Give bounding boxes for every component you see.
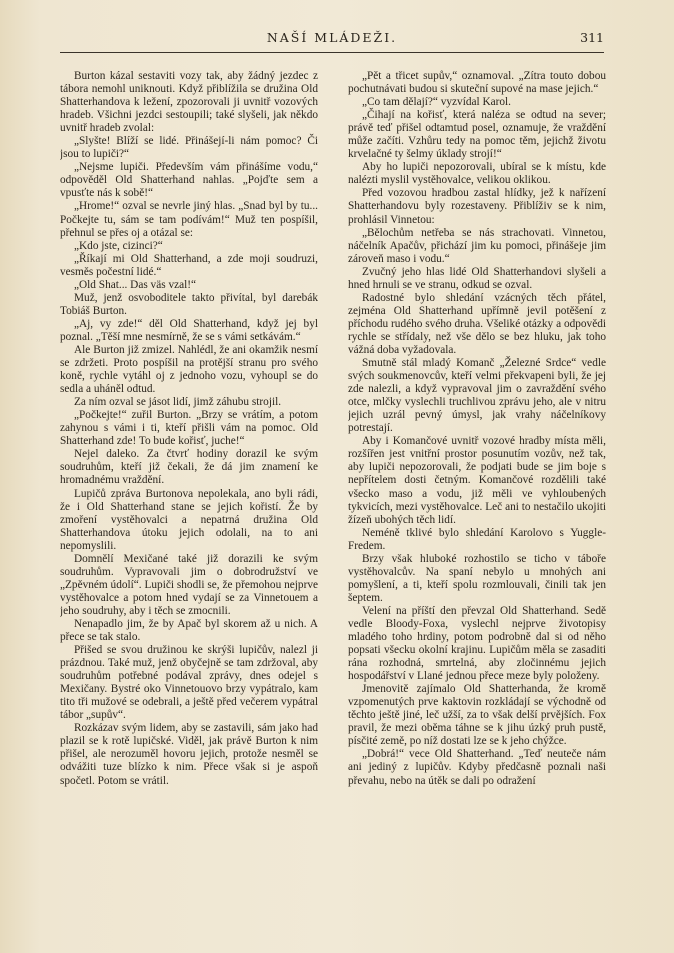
paragraph: Nenapadlo jim, že by Apač byl skorem až u nich. A přece se tak stalo. [60, 617, 318, 644]
paragraph: „Co tam dělají?“ vyzvídal Karol. [362, 96, 511, 109]
paragraph: Zvučný jeho hlas lidé Old Shatterhandovi slyšeli a hned hrnuli se ve stranu, odkud se ozval. [348, 265, 606, 291]
paragraph: Aby ho lupiči nepozorovali, ubíral se k místu, kde nalézti myslil vystěhovalce, velikou oklikou. [348, 161, 606, 187]
paragraph: Před vozovou hradbou zastal hlídky, jež k nařízení Shatterhandovu byly rozestaveny. Přiblíživ se k nim, prohlásil Vinnetou: [348, 187, 606, 226]
paragraph: „Old Shat... Das väs vzal!“ [74, 278, 197, 291]
paragraph: Neméně tklivé bylo shledání Karolovo s Yuggle-Fredem. [348, 526, 606, 552]
paragraph: Domnělí Mexičané také již dorazili ke svým soudruhům. Vypravovali jim o dobrodružství ve „Zpěvném údolí“. Lupiči shodli se, že přemohou nejprve vystěhovalce a potom hned vydají se za Vinnetouem a jeho soudruhy, aby i těch se zmocnili. [60, 552, 318, 617]
paragraph: Přišed se svou družinou ke skrýši lupičův, nalezl ji prázdnou. Také muž, jenž obyčejně se tam zdržoval, aby soudruhům potřebné podával zprávy, dnes odejel s Mexičany. Bystré oko Vinnetouovo brzy vypátralo, kam tito tři mužové se odebrali, a ještě před večerem vypátral tábor „supův“. [60, 644, 318, 722]
paragraph: Za ním ozval se jásot lidí, jimž záhubu strojil. [74, 396, 282, 409]
paragraph: Radostné bylo shledání vzácných těch přátel, zejména Old Shatterhand upřímně jevil potěšení z příchodu rudého svého druha. Všeliké otázky a odpovědi rychle se střídaly, než vše dělo se bez hluku, jak toho vážná doba vyžadovala. [348, 291, 606, 356]
paragraph: „Říkají mi Old Shatterhand, a zde moji soudruzi, vesměs počestní lidé.“ [60, 252, 318, 278]
running-title: NAŠÍ MLÁDEŽI. [266, 30, 398, 45]
paragraph: Lupičů zpráva Burtonova nepolekala, ano byli rádi, že i Old Shatterhand stane se jejich kořistí. Že by zmoření vystěhovalci a nepatrná družina Old Shatterhandova útoku jejich odolali, na to ani nepomyslili. [60, 487, 318, 552]
paragraph: „Hrome!“ ozval se nevrle jiný hlas. „Snad byl by tu... Počkejte tu, sám se tam podívám!“ Muž ten pospíšil, přehnul se přes oj a otázal se: [60, 200, 318, 239]
right-column [348, 70, 606, 930]
paragraph: „Dobrá!“ vece Old Shatterhand. „Teď neuteče nám ani jediný z lupičův. Kdyby předčasně poznali naši převahu, nebo na útěk se dali po odražení [348, 748, 606, 787]
paragraph: Muž, jenž osvoboditele takto přivítal, byl darebák Tobiáš Burton. [60, 291, 318, 317]
paragraph: „Kdo jste, cizinci?“ [74, 239, 163, 252]
paragraph: Burton kázal sestaviti vozy tak, aby žádný jezdec z tábora nemohl uniknouti. Když přiblížila se družina Old Shatterhandova k ležení, zpozorovali ji uvnitř vozových hradeb. Všichni jezdci sestoupili; také slyšeli, jak někdo uvnitř hradeb zvolal: [60, 70, 318, 135]
paragraph: Brzy však hluboké rozhostilo se ticho v táboře vystěhovalcův. Na spaní nebylo u mnohých ani pomyšlení, a ti, kteří spolu rozmlouvali, činili tak jen šeptem. [348, 552, 606, 604]
paragraph: Velení na příští den převzal Old Shatterhand. Sedě vedle Bloody-Foxa, vyslechl nejprve životopisy mladého toho hrdiny, potom podrobně dal si od něho popsati všecku okolní krajinu. Lupičům měla se zasaditi rána rozhodná, smrtelná, aby zločinnému jejich hospodářství v Llané jednou přece meze byly položeny. [348, 604, 606, 683]
paragraph: Ale Burton již zmizel. Nahlédl, že ani okamžik nesmí se zdržeti. Proto pospíšil na protější stranu pro svého koně, rychle vytáhl oj z jednoho vozu, vyhoupl se do sedla a uháněl odtud. [60, 343, 318, 396]
paragraph: Aby i Komančové uvnitř vozové hradby místa měli, rozšířen jest vnitřní prostor posunutím vozův, než tak, aby lupiči nepozorovali, že podjati bude se jim boje s nepřítelem dosti četným. Komančové rozdělili také všecko maso a vodu, již měli ve vyhloubených tykvicích, mezi vystěhovalce. Leč ani to nestačilo ukojiti žízeň ubohých těch lidí. [348, 435, 606, 526]
paragraph: „Nejsme lupiči. Především vám přinášíme vodu,“ odpověděl Old Shatterhand nahlas. „Pojďte sem a vpusťte nás k sobě!“ [60, 161, 318, 200]
left-column [60, 70, 318, 930]
page-header [60, 30, 604, 52]
paragraph: „Bělochům netřeba se nás strachovati. Vinnetou, náčelník Apačův, přichází jim ku pomoci, přinášeje jim zároveň maso i vodu.“ [348, 226, 606, 265]
paragraph: „Aj, vy zde!“ děl Old Shatterhand, když jej byl poznal. „Těší mne nesmírně, že se s vámi setkávám.“ [60, 317, 318, 343]
paragraph: „Pět a třicet supův,“ oznamoval. „Zítra touto dobou pochutnávati budou si skuteční supové na mase jejich.“ [348, 70, 606, 96]
paragraph: Jmenovitě zajímalo Old Shatterhanda, že kromě vzpomenutých prve kaktovin rozkládají se východně od těchto ještě jiné, leč užší, za to však delší prvějších. Fox pravil, že mezi oběma táhne se k jihu úzký pruh pustě, písčité země, po níž dostati lze se k jeho chýžce. [348, 683, 606, 748]
header-rule [60, 52, 604, 53]
paragraph: „Čihají na kořisť, která naléza se odtud na sever; právě teď přišel odtamtud posel, oznamuje, že vraždění může začíti. Vzhůru tedy na pomoc těm, jejichž životu krvelačné ty šelmy úklady strojí!“ [348, 109, 606, 161]
paragraph: „Počkejte!“ zuřil Burton. „Brzy se vrátím, a potom zahynou s vámi i ti, kteří přišli vám na pomoc. Old Shatterhand zde! To bude kořisť, juche!“ [60, 409, 318, 448]
page-number: 311 [580, 30, 604, 45]
paragraph: Nejel daleko. Za čtvrť hodiny dorazil ke svým soudruhům, kteří již čekali, že dá jim znamení ke hromadnému vraždění. [60, 448, 318, 487]
paragraph: Rozkázav svým lidem, aby se zastavili, sám jako had plazil se k rotě lupičské. Viděl, jak právě Burton k nim přišel, ale nerozuměl hovoru jejich, protože nesměl se odvážiti tuze blízko k nim. Přece však si je aspoň spočetl. Potom se vrátil. [60, 722, 318, 787]
text-columns [60, 70, 606, 930]
paragraph: Smutně stál mladý Komanč „Železné Srdce“ vedle svých soukmenovcův, kteří velmi překvapeni byli, že jej zde nalezli, a když vypravoval jim o zavraždění svého otce, mlčky vyslechli truchlivou zprávu jeho, ale v nitru jejich uzrál pevný úmysl, jak vrahy náčelníkovy potrestají. [348, 357, 606, 435]
paragraph: „Slyšte! Blíží se lidé. Přinášejí-li nám pomoc? Či jsou to lupiči?“ [60, 135, 318, 161]
